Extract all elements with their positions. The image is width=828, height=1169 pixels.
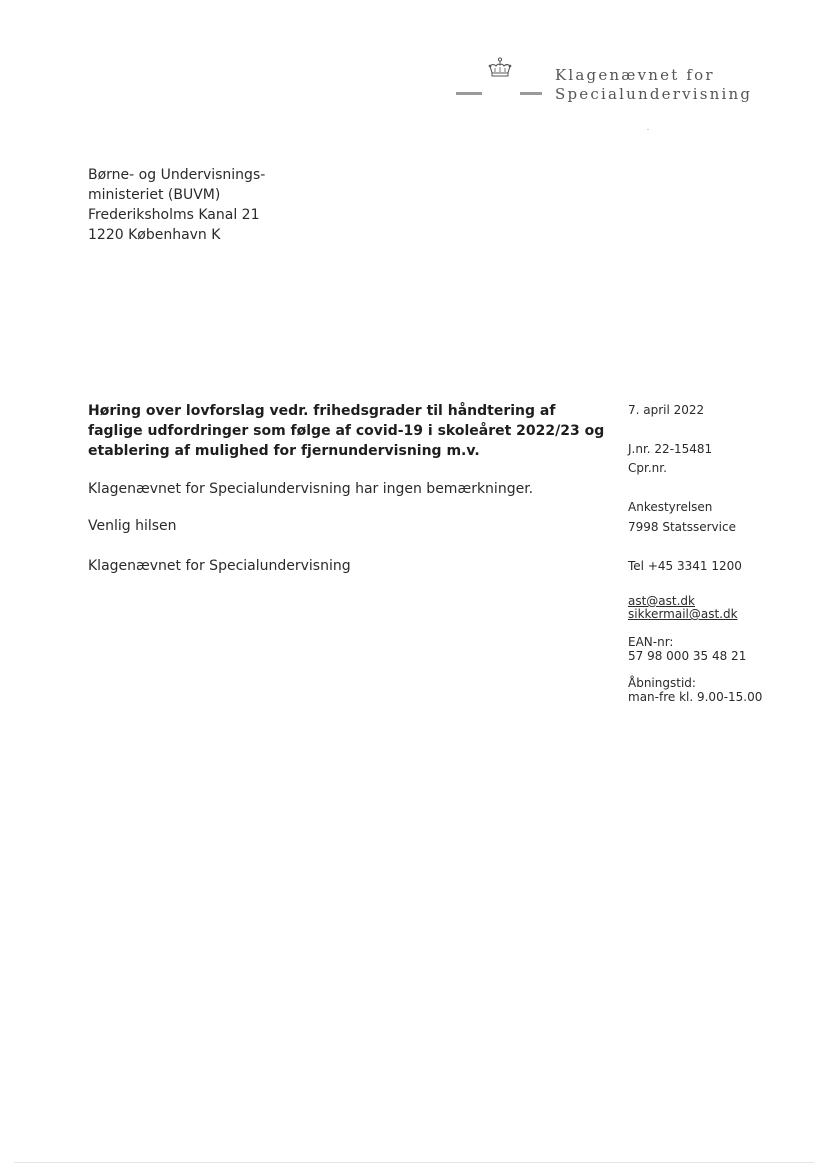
journal-number: J.nr. 22-15481 [628,442,713,456]
recipient-line2: ministeriet (BUVM) [88,187,221,203]
ean-label: EAN-nr: [628,635,674,649]
org-name-line2: Specialundervisning [555,85,753,103]
letterhead-rule-right [520,92,542,95]
letter-date: 7. april 2022 [628,403,705,417]
opening-hours-value: man-fre kl. 9.00-15.00 [628,690,763,704]
phone-number: Tel +45 3341 1200 [628,559,742,573]
body-signature: Klagenævnet for Specialundervisning [88,558,351,574]
body-statement: Klagenævnet for Specialundervisning har ingen bemærkninger. [88,481,534,497]
letterhead-org-name [555,66,752,104]
secure-email-link-wrap [628,607,738,622]
scan-speck [647,129,649,130]
email-link[interactable]: ast@ast.dk [628,594,696,608]
subject-line1: Høring over lovforslag vedr. frihedsgrader til håndtering af [88,403,556,419]
letter-subject [88,401,613,461]
subject-line3: etablering af mulighed for fjernundervisning m.v. [88,443,480,459]
subject-line2: faglige udfordringer som følge af covid-19 i skoleåret 2022/23 og [88,423,605,439]
recipient-line3: Frederiksholms Kanal 21 [88,207,260,223]
ean-value: 57 98 000 35 48 21 [628,649,747,663]
crown-icon [487,57,513,79]
sender-address: 7998 Statsservice [628,520,736,534]
org-name-line1: Klagenævnet for [555,66,715,84]
recipient-line1: Børne- og Undervisnings- [88,167,266,183]
opening-hours-label: Åbningstid: [628,676,696,690]
letterhead-rule-left [456,92,482,95]
page-bottom-edge [14,1162,814,1163]
body-closing: Venlig hilsen [88,518,177,534]
recipient-line4: 1220 København K [88,227,221,243]
cpr-number: Cpr.nr. [628,461,667,475]
secure-email-link[interactable]: sikkermail@ast.dk [628,607,738,621]
recipient-address [88,165,265,245]
sender-name: Ankestyrelsen [628,500,713,514]
